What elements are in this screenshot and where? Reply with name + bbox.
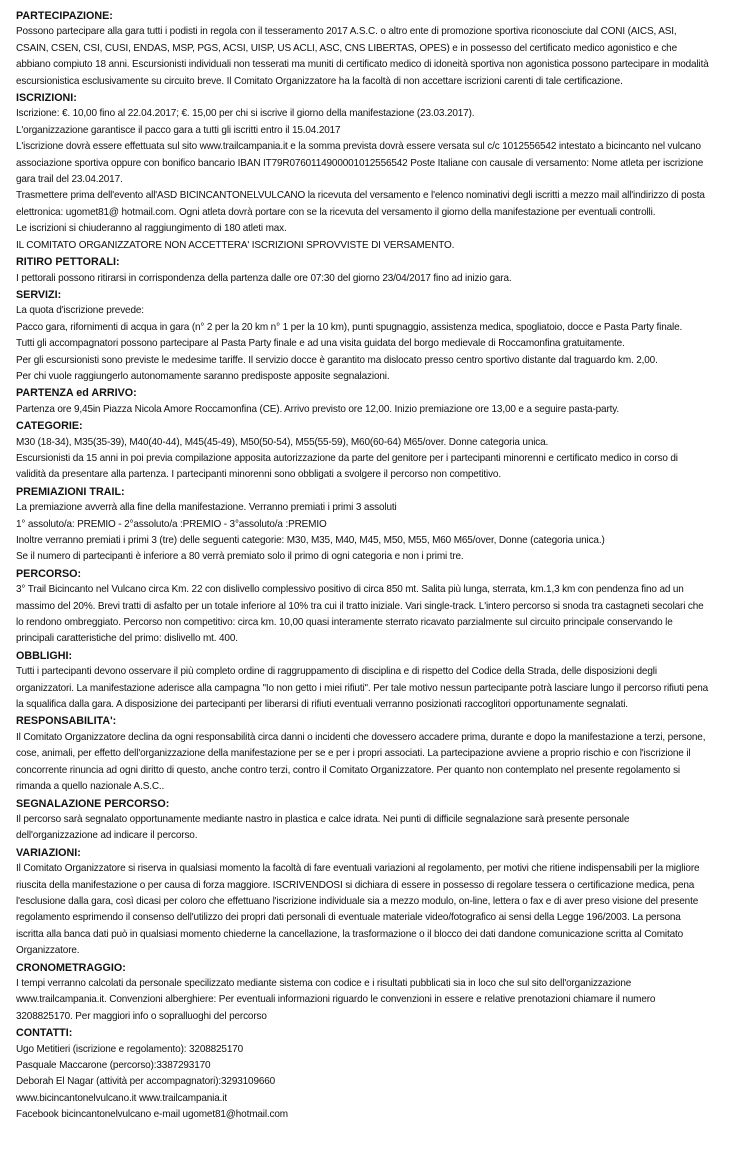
section-paragraph: www.bicincantonelvulcano.it www.trailcampania.it bbox=[16, 1092, 227, 1104]
section-paragraph: Escursionisti da 15 anni in poi previa compilazione apposita autorizzazione da parte del genitore per i partecipanti minorenni e certificato medico in corso di validità da presentare alla partenza. I partecipanti minorenni sono obbligati a svolgere il percorso non competitivo. bbox=[16, 452, 678, 481]
section bbox=[16, 713, 709, 795]
section-heading: OBBLIGHI: bbox=[16, 649, 73, 662]
section-paragraph: Possono partecipare alla gara tutti i podisti in regola con il tesseramento 2017 A.S.C. o altro ente di promozione sportiva riconosciute dal CONI (AICS, ASI, CSAIN, CSEN, CSI, CUSI, ENDAS, MSP, PGS, ACSI, UISP, US ACLI, ASC, CNS LIBERTAS, OPES) e in possesso del certificato medico agonistico e che abbiano compiuto 18 anni. Escursionisti individuali non tesserati ma muniti di certificato medico di idoneità sportiva non agonistica possono partecipare in modalità escursionistica esclusivamente su circuito breve. Il Comitato Organizzatore ha la facoltà di non accettare iscrizioni carenti di tale certificazione. bbox=[16, 26, 709, 87]
section bbox=[16, 484, 709, 566]
section bbox=[16, 1025, 709, 1123]
section-paragraph: Deborah El Nagar (attività per accompagnatori):3293109660 bbox=[16, 1076, 276, 1088]
section bbox=[16, 960, 709, 1026]
section-paragraph: Ugo Metitieri (iscrizione e regolamento): 3208825170 bbox=[16, 1043, 244, 1055]
section-paragraph: Tutti gli accompagnatori possono partecipare al Pasta Party finale e ad una visita guidata del borgo medievale di Roccamonfina gratuitamente. bbox=[16, 338, 625, 350]
section bbox=[16, 648, 709, 714]
section bbox=[16, 287, 709, 385]
section bbox=[16, 385, 709, 418]
section-paragraph: Tutti i partecipanti devono osservare il più completo ordine di raggruppamento di disciplina e di rispetto del Codice della Strada, delle disposizioni degli organizzatori. La manifestazione aderisce alla campagna "Io non getto i miei rifiuti". Per tale motivo nessun partecipante potrà lasciare lungo il percorso rifiuti pena la squalifica dalla gara. A disposizione dei partecipanti per liberarsi di rifiuti eventuali verranno posizionati raccoglitori opportunamente segnalati. bbox=[16, 666, 709, 711]
section-paragraph: Le iscrizioni si chiuderanno al raggiungimento di 180 atleti max. bbox=[16, 223, 287, 235]
section-paragraph: Trasmettere prima dell'evento all'ASD BICINCANTONELVULCANO la ricevuta del versamento e l'elenco nominativi degli iscritti a mezzo mail all'indirizzo di posta elettronica: ugomet81@ hotmail.com. Ogni atleta dovrà portare con se la ricevuta del versamento il giorno della manifestazione per eventuali controlli. bbox=[16, 190, 705, 218]
section-paragraph: L'iscrizione dovrà essere effettuata sul sito www.trailcampania.it e la somma prevista dovrà essere versata sul c/c 1012556542 intestato a bicincanto nel vulcano associazione sportiva oppure con bonifico bancario IBAN IT79R0760114900001012556542 Poste Italiane con causale di versamento: Nome atleta per iscrizione gara trail del 23.04.2017. bbox=[16, 141, 704, 186]
section-paragraph: I tempi verranno calcolati da personale specilizzato mediante sistema con codice e i risultati pubblicati sia in loco che sul sito dell'organizzazione www.trailcampania.it. Convenzioni alberghiere: Per eventuali informazioni riguardo le convenzioni in essere e relative prenotazioni chiamare il numero 3208825170. Per maggiori info o sopralluoghi del percorso bbox=[16, 977, 656, 1022]
section bbox=[16, 418, 709, 484]
section-paragraph: Inoltre verranno premiati i primi 3 (tre) delle seguenti categorie: M30, M35, M40, M45, M50, M55, M60 M65/over, Donne (categoria unica.) bbox=[16, 535, 605, 546]
section-paragraph: L'organizzazione garantisce il pacco gara a tutti gli iscritti entro il 15.04.2017 bbox=[16, 124, 341, 136]
section bbox=[16, 796, 709, 845]
section bbox=[16, 845, 709, 960]
section-heading: CRONOMETRAGGIO: bbox=[16, 961, 126, 974]
section-heading: CATEGORIE: bbox=[16, 420, 83, 433]
section-paragraph: La quota d'iscrizione prevede: bbox=[16, 305, 144, 317]
section-paragraph: Iscrizione: €. 10,00 fino al 22.04.2017; €. 15,00 per chi si iscrive il giorno della manifestazione (23.03.2017). bbox=[16, 108, 475, 120]
section-heading: ISCRIZIONI: bbox=[16, 92, 77, 105]
section-paragraph: Se il numero di partecipanti è inferiore a 80 verrà premiato solo il primo di ogni categoria e non i primi tre. bbox=[16, 551, 464, 563]
section-heading: PERCORSO: bbox=[16, 567, 82, 580]
section-heading: VARIAZIONI: bbox=[16, 846, 81, 859]
section-paragraph: Pacco gara, rifornimenti di acqua in gara (n° 2 per la 20 km n° 1 per la 10 km), punti spugnaggio, assistenza medica, spogliatoio, docce e Pasta Party finale. bbox=[16, 321, 683, 333]
section-heading: SEGNALAZIONE PERCORSO: bbox=[16, 797, 170, 810]
section-heading: PREMIAZIONI TRAIL: bbox=[16, 485, 125, 498]
section-paragraph: 3° Trail Bicincanto nel Vulcano circa Km. 22 con dislivello complessivo positivo di circa 850 mt. Salita più lunga, sterrata, km.1,3 km con pendenza fino ad un massimo del 20%. Brevi tratti di asfalto per un totale inferiore al 10% tra cui il tratto iniziale. Vari single-track. L'intero percorso si snoda tra castagneti secolari che lo rendono ombreggiato. Percorso non competitivo: circa km. 10,00 quasi interamente sterrato ricavato parzialmente sul circuito principale conservando le principali caratteristiche del primo: dislivello mt. 400. bbox=[16, 584, 704, 645]
section-heading: PARTECIPAZIONE: bbox=[16, 10, 113, 22]
regulation-document bbox=[16, 8, 709, 1124]
section-paragraph: 1° assoluto/a: PREMIO - 2°assoluto/a :PREMIO - 3°assoluto/a :PREMIO bbox=[16, 518, 327, 530]
section-paragraph: I pettorali possono ritirarsi in corrispondenza della partenza dalle ore 07:30 del giorno 23/04/2017 fino ad inizio gara. bbox=[16, 272, 512, 284]
section bbox=[16, 8, 709, 90]
section bbox=[16, 566, 709, 648]
section bbox=[16, 90, 709, 254]
section-paragraph: Il percorso sarà segnalato opportunamente mediante nastro in plastica e calce idrata. Nei punti di difficile segnalazione sarà presente personale dell'organizzazione ad indicare il percorso. bbox=[16, 813, 630, 842]
section-heading: CONTATTI: bbox=[16, 1027, 73, 1040]
section-paragraph: Per gli escursionisti sono previste le medesime tariffe. Il servizio docce è garantito ma dislocato presso centro sportivo distante dal traguardo km. 2,00. bbox=[16, 354, 658, 366]
section-heading: SERVIZI: bbox=[16, 288, 62, 301]
section-heading: RESPONSABILITA': bbox=[16, 715, 117, 728]
section-paragraph: Per chi vuole raggiungerlo autonomamente saranno predisposte apposite segnalazioni. bbox=[16, 370, 390, 382]
section bbox=[16, 254, 709, 287]
section-paragraph: Partenza ore 9,45in Piazza Nicola Amore Roccamonfina (CE). Arrivo previsto ore 12,00. Inizio premiazione ore 13,00 e a seguire pasta-party. bbox=[16, 403, 619, 415]
section-paragraph: IL COMITATO ORGANIZZATORE NON ACCETTERA' ISCRIZIONI SPROVVISTE DI VERSAMENTO. bbox=[16, 239, 455, 251]
section-paragraph: M30 (18-34), M35(35-39), M40(40-44), M45(45-49), M50(50-54), M55(55-59), M60(60-64) M65/over. Donne categoria unica. bbox=[16, 436, 549, 448]
section-paragraph: La premiazione avverrà alla fine della manifestazione. Verranno premiati i primi 3 assoluti bbox=[16, 502, 397, 514]
section-heading: PARTENZA ed ARRIVO: bbox=[16, 387, 137, 400]
section-paragraph: Il Comitato Organizzatore declina da ogni responsabilità circa danni o incidenti che dovessero accadere prima, durante e dopo la manifestazione a terzi, persone, cose, animali, per effetto dell'organizzazione della manifestazione per se e per i propri associati. La partecipazione avviene a proprio rischio e con l'iscrizione il concorrente rinuncia ad ogni diritto di questo, anche contro terzi, contro il Comitato Organizzatore. Per quanto non contemplato nel presente regolamento si rimanda a quello nazionale A.S.C.. bbox=[16, 731, 706, 793]
section-paragraph: Il Comitato Organizzatore si riserva in qualsiasi momento la facoltà di fare eventuali variazioni al regolamento, per motivi che ritiene indispensabili per la migliore riuscita della manifestazione o per causa di forza maggiore. ISCRIVENDOSI si dichiara di essere in possesso di regolare tessera o certificazione medica, pena l'esclusione dalla gara, così dicasi per coloro che effettuano l'iscrizione individuale sia a mezzo modulo, on-line, lettera o fax e di aver preso visione del presente regolamento esprimendo il consenso dell'utilizzo dei propri dati personali di eventuale materiale video/fotografico ai sensi della Legge 196/2003. La persona iscritta alla banca dati può in qualsiasi momento chiederne la cancellazione, la trasformazione o il blocco dei dati dandone comunicazione scritta al Comitato Organizzatore. bbox=[16, 863, 700, 957]
section-paragraph: Facebook bicincantonelvulcano e-mail ugomet81@hotmail.com bbox=[16, 1109, 288, 1121]
section-heading: RITIRO PETTORALI: bbox=[16, 256, 120, 269]
section-paragraph: Pasquale Maccarone (percorso):3387293170 bbox=[16, 1060, 211, 1071]
